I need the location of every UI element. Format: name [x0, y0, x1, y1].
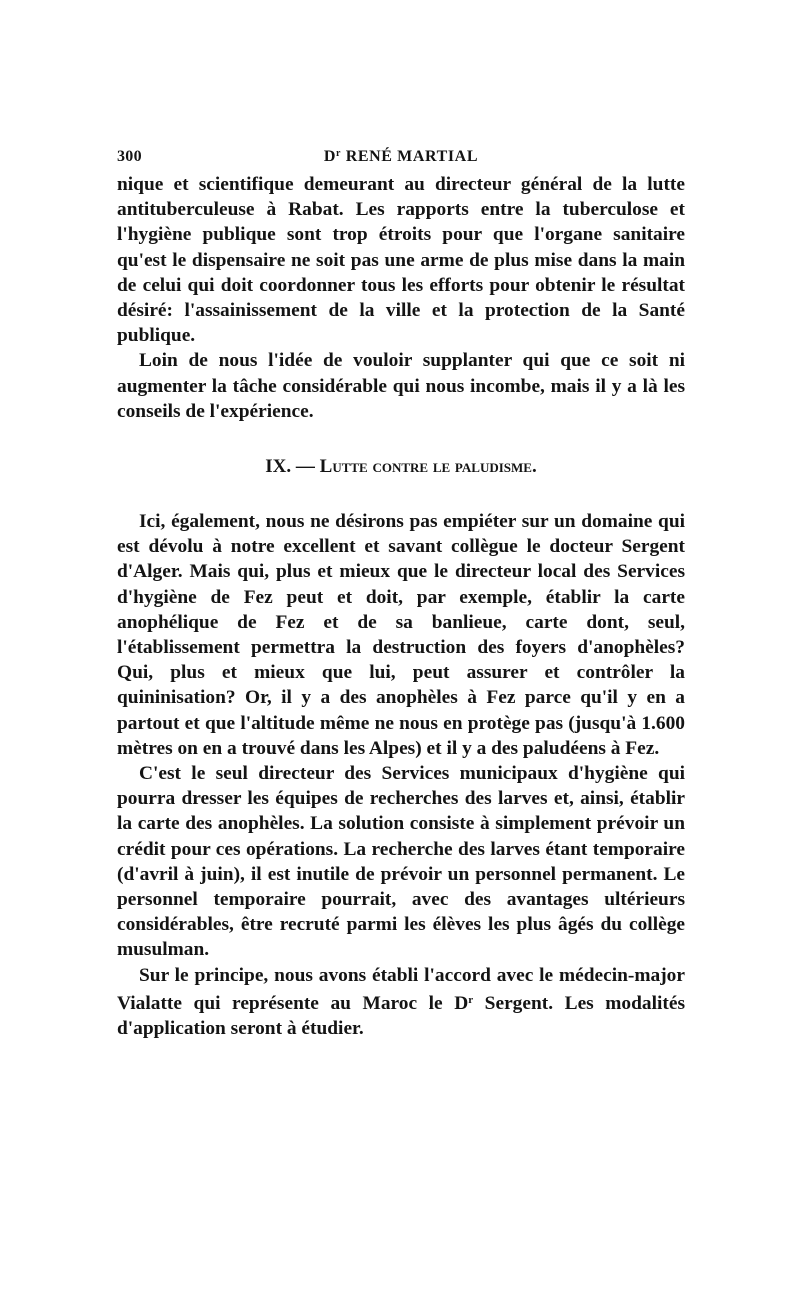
paragraph-4: C'est le seul directeur des Services municipaux d'hygiène qui pourra dresser les équipes de recherches des larves et, ainsi, établir la carte des anophèles. La solution consiste à simplement prévoir un crédit pour ces opérations. La recherche des larves étant temporaire (d'avril à juin), il est inutile de prévoir un personnel permanent. Le personnel temporaire pourrait, avec des avantages ultérieurs considérables, être recruté parmi les élèves les plus âgés du collège musulman. [117, 763, 685, 961]
author-prefix: D [323, 148, 337, 165]
paragraph-5-end: Sergent. Les modalités d'application seront à étudier. [117, 992, 685, 1040]
section-heading [117, 454, 685, 479]
author-prefix-sup: r [336, 148, 342, 159]
book-page [117, 146, 685, 1041]
paragraph-5-start: Sur le principe, nous avons établi l'accord avec le médecin-major Vialatte qui représente au Maroc le D [117, 964, 685, 1014]
author-name: RENÉ MARTIAL [345, 148, 479, 165]
paragraph-2: Loin de nous l'idée de vouloir supplanter qui que ce soit ni augmenter la tâche considérable qui nous incombe, mais il y a là les conseils de l'expérience. [117, 350, 685, 422]
running-head [117, 146, 685, 172]
page-number: 300 [117, 148, 142, 165]
section-number: IX. — [265, 456, 315, 478]
paragraph-5-sup: r [468, 993, 474, 1006]
section-title: Lutte contre le paludisme. [319, 456, 537, 478]
paragraph-5 [117, 963, 685, 1042]
paragraph-1: nique et scientifique demeurant au directeur général de la lutte antituberculeuse à Rabat. Les rapports entre la tuberculose et l'hygiène publique sont trop étroits pour que l'organe sanitaire qu'est le dispensaire ne soit pas une arme de plus mise dans la main de celui qui doit coordonner tous les efforts pour obtenir le résultat désiré: l'assainissement de la ville et la protection de la Santé publique. [117, 174, 685, 347]
paragraph-3: Ici, également, nous ne désirons pas empiéter sur un domaine qui est dévolu à notre excellent et savant collègue le docteur Sergent d'Alger. Mais qui, plus et mieux que le directeur local des Services d'hygiène de Fez peut et doit, par exemple, établir la carte anophélique de Fez et de sa banlieue, carte dont, seul, l'établissement permettra la destruction des foyers d'anophèles? Qui, plus et mieux que lui, peut assurer et contrôler la quininisation? Or, il y a des anophèles à Fez parce qu'il y en a partout et que l'altitude même ne nous en protège pas (jusqu'à 1.600 mètres on en a trouvé dans les Alpes) et il y a des paludéens à Fez. [117, 511, 685, 759]
running-title [117, 148, 685, 166]
